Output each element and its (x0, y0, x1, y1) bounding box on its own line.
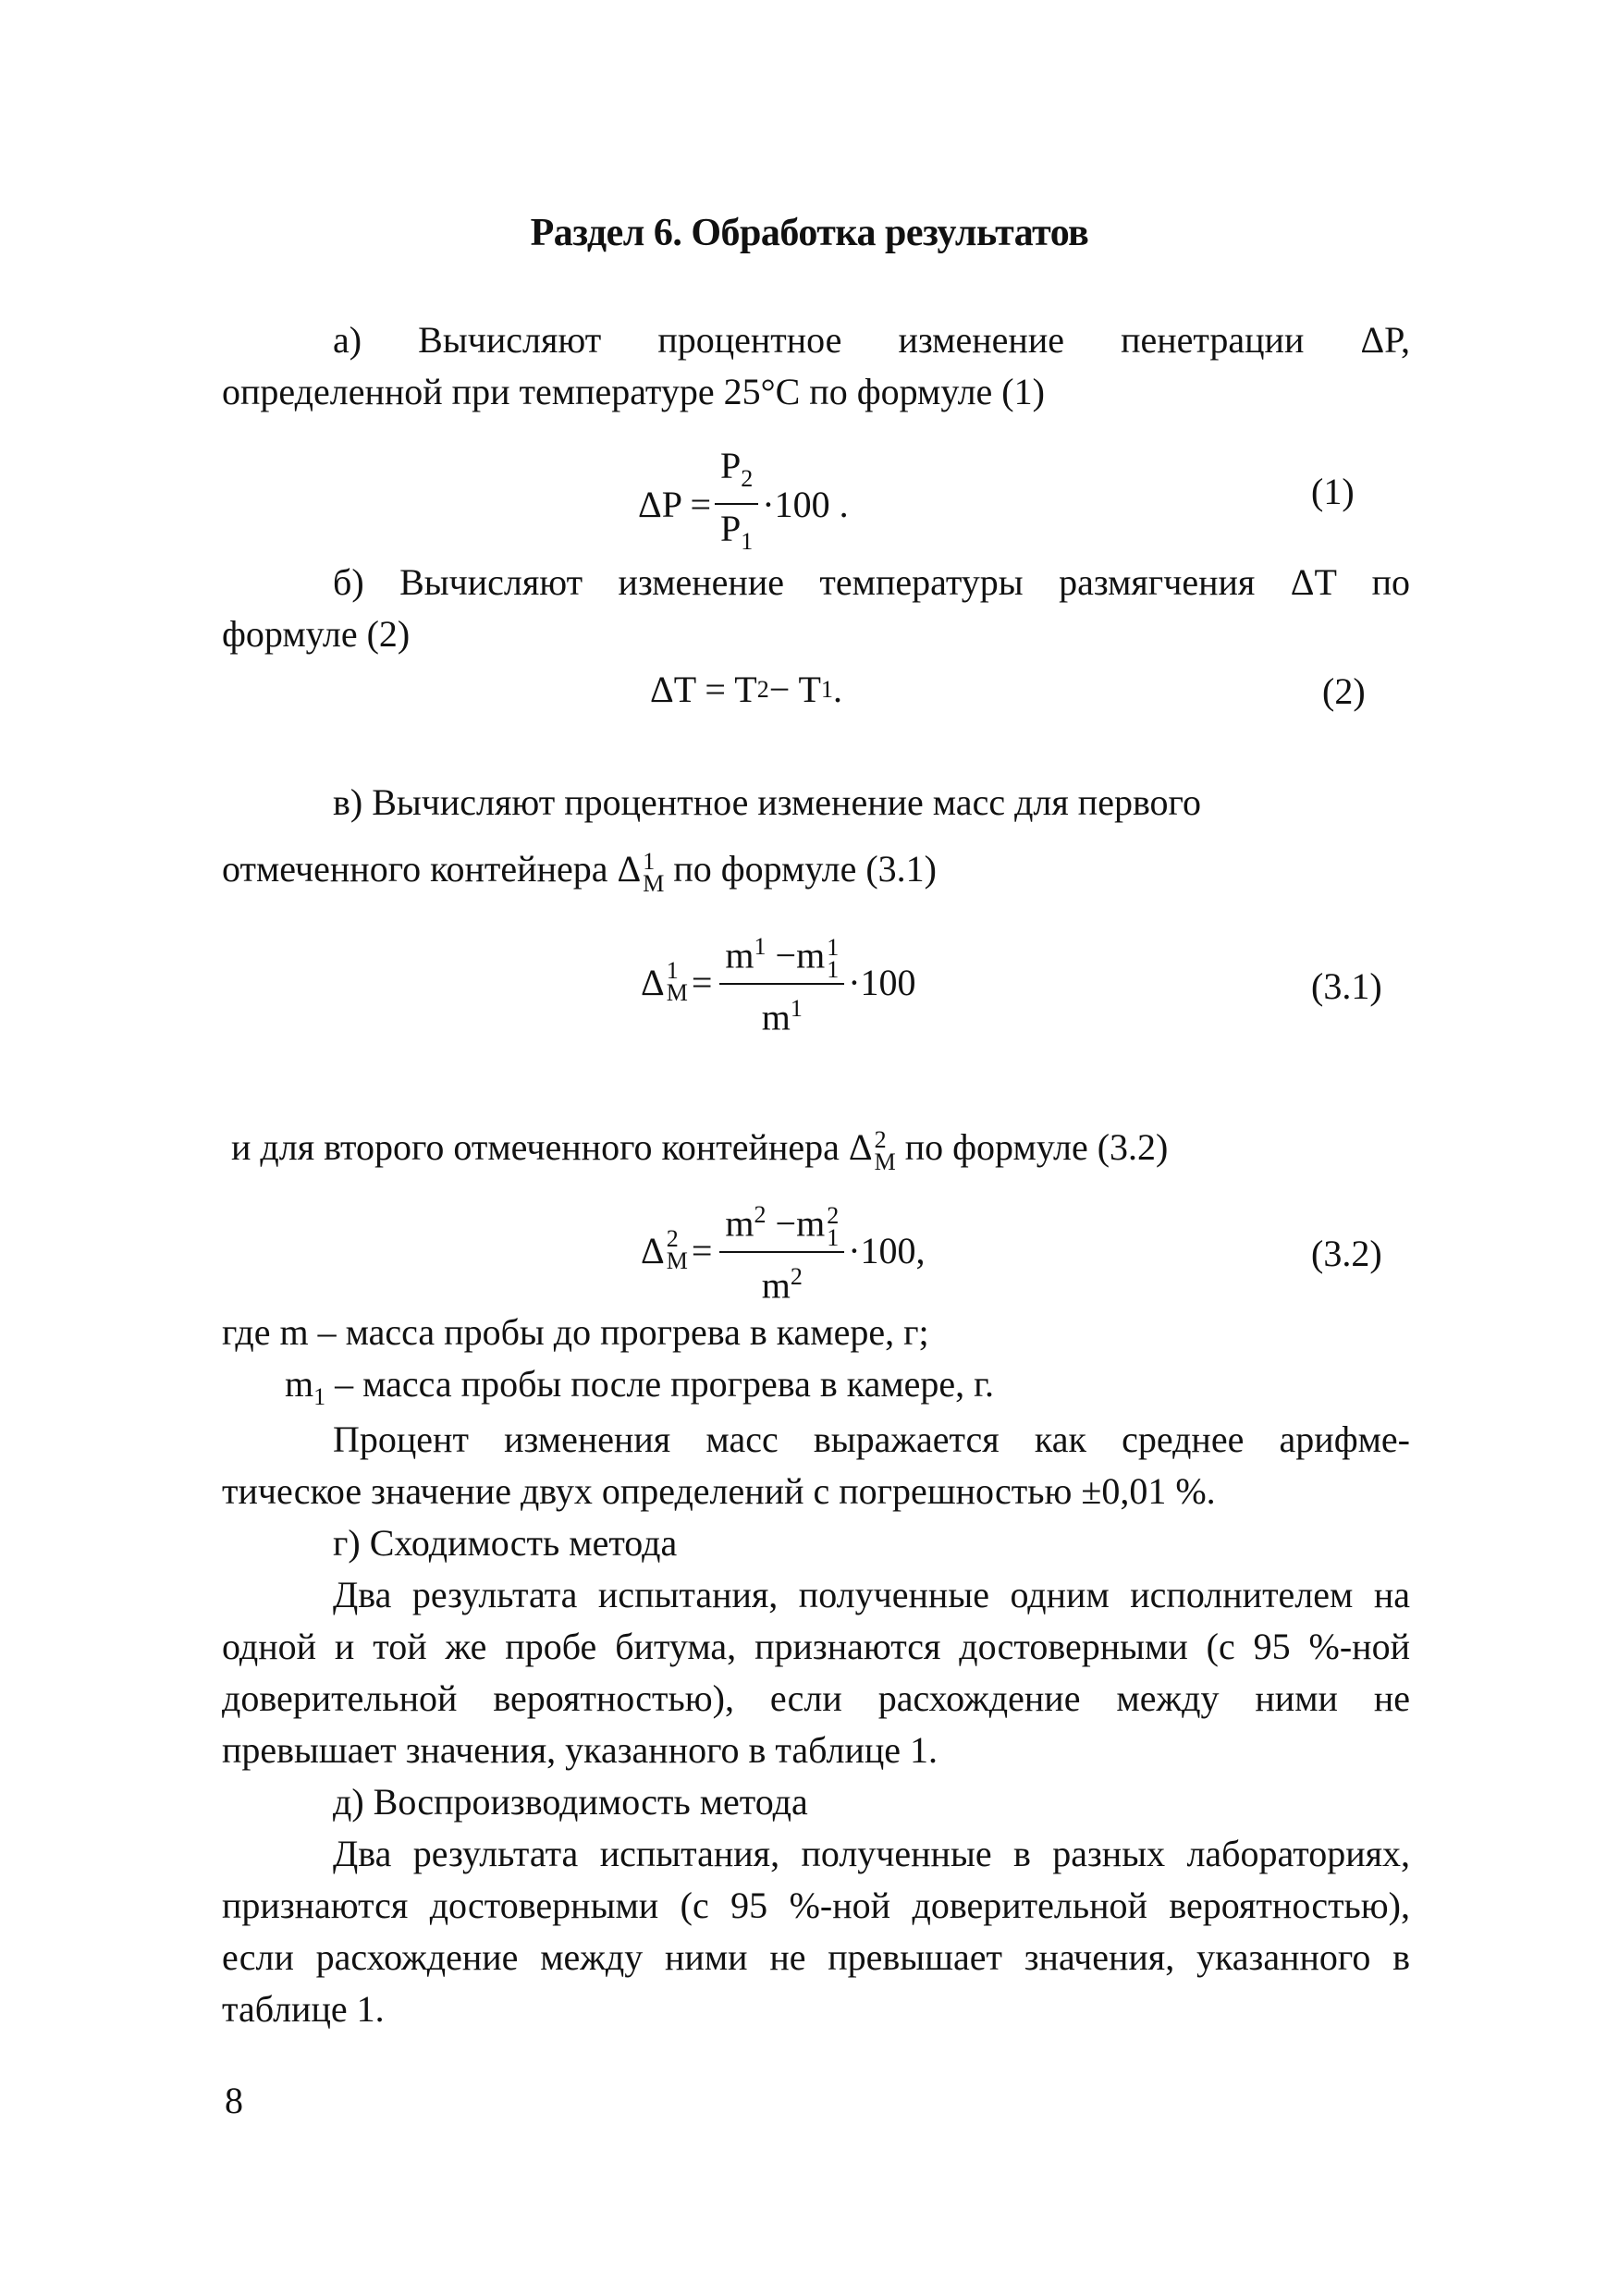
formula-3-2-num-m-sup: 2 (754, 1201, 767, 1228)
page-number: 8 (225, 2080, 243, 2121)
legend-line-1: где m – масса пробы до прогрева в камере, г; (222, 1311, 929, 1353)
delta-symbol-2: Δ (848, 1126, 873, 1168)
paragraph-c-line-2 (222, 836, 1410, 902)
legend-m-symbol: m (285, 1363, 314, 1405)
formula-1-tail: ·100 . (762, 483, 849, 525)
formula-3-1-delta: Δ (641, 961, 665, 1003)
formula-3-2-num-b-sup: 2 (827, 1202, 840, 1230)
formula-3-1-equals: = (691, 961, 713, 1003)
formula-2-subscript-b: 1 (820, 675, 833, 703)
formula-3-2-tail: ·100, (848, 1229, 926, 1271)
formula-3-1-delta-script (666, 957, 688, 1007)
legend-line-2-text: – масса пробы после прогрева в камере, г. (325, 1363, 995, 1405)
formula-3-1-num-m-sup: 1 (754, 933, 767, 960)
formula-1-lhs: ΔP = (638, 483, 712, 525)
equation-number-3-1: (3.1) (1311, 965, 1382, 1007)
paragraph-d-line-1: Два результата испытания, полученные в разных лабораториях, (333, 1833, 1410, 1874)
delta-symbol: Δ (617, 848, 642, 890)
formula-1-den-subscript: 1 (741, 528, 754, 555)
equation-number-3-2: (3.2) (1311, 1233, 1382, 1274)
formula-3-2-numerator (719, 1193, 844, 1253)
formula-3-1-fraction (719, 925, 844, 1039)
formula-1 (638, 444, 849, 564)
formula-3-1-denominator (756, 985, 808, 1039)
paragraph-percent (222, 1414, 1410, 1517)
paragraph-d-line-4: таблице 1. (222, 1988, 385, 2030)
formula-1-den-symbol: P (720, 508, 742, 549)
formula-3-2-num-minus: −m (766, 1202, 826, 1245)
paragraph-c-line-2-post: по формуле (3.1) (673, 848, 937, 890)
formula-3-1-num-script (827, 934, 840, 984)
formula-3-2-equals: = (691, 1229, 713, 1271)
formula-1-num-subscript: 2 (741, 465, 754, 492)
formula-3-1-den-m: m (761, 996, 791, 1038)
equation-number-2: (2) (1322, 670, 1366, 712)
paragraph-b-line-1: б) Вычисляют изменение температуры размягчения ΔT по (333, 561, 1410, 603)
delta-superscript: 1 (643, 847, 656, 875)
paragraph-c2-text: и для второго отмеченного контейнера (231, 1126, 840, 1168)
delta-2-subscript: M (874, 1148, 896, 1175)
paragraph-a (222, 314, 1410, 418)
paragraph-b (222, 557, 1410, 660)
paragraph-g-line-2: одной и той же пробе битума, признаются достоверными (с 95 %-ной (222, 1626, 1410, 1667)
paragraph-d-heading: д) Воспроизводимость метода (333, 1781, 808, 1823)
formula-3-1-delta-sub: M (666, 979, 688, 1007)
formula-3-2-denominator (756, 1253, 808, 1308)
formula-2-lhs: ΔT = T (650, 669, 757, 710)
delta-script-2 (874, 1125, 896, 1175)
formula-3-1-den-sup: 1 (790, 995, 803, 1023)
paragraph-a-line-2: определенной при температуре 25°C по формуле (1) (222, 371, 1045, 412)
formula-3-2-delta-script (666, 1225, 688, 1275)
formula-3-2-fraction (719, 1193, 844, 1308)
paragraph-c2 (231, 1114, 1419, 1181)
formula-2-subscript-a: 2 (756, 675, 769, 703)
legend-m-subscript: 1 (313, 1383, 326, 1410)
formula-2-mid: − T (768, 669, 821, 710)
paragraph-a-line-1: а) Вычисляют процентное изменение пенетрации ΔP, (333, 319, 1410, 361)
formula-3-2-delta-sub: M (666, 1247, 688, 1275)
paragraph-d-line-2: признаются достоверными (с 95 %-ной доверительной вероятностью), (222, 1885, 1410, 1926)
formula-3-2-delta: Δ (641, 1229, 665, 1271)
formula-3-1-numerator (719, 925, 844, 985)
paragraph-b-line-2: формуле (2) (222, 613, 411, 655)
delta-subscript: M (643, 869, 665, 897)
paragraph-g (222, 1517, 1410, 1776)
paragraph-d (222, 1776, 1410, 2035)
formula-3-2-den-sup: 2 (790, 1263, 803, 1291)
formula-3-2-num-m: m (725, 1202, 754, 1245)
formula-3-2 (641, 1193, 926, 1308)
section-title: Раздел 6. Обработка результатов (530, 212, 1089, 254)
formula-3-1-num-m: m (725, 934, 754, 976)
formula-3-1-delta-sup: 1 (666, 957, 679, 985)
paragraph-g-line-3: доверительной вероятностью), если расхождение между ними не (222, 1677, 1410, 1719)
delta-2-superscript: 2 (874, 1125, 887, 1153)
paragraph-g-line-4: превышает значения, указанного в таблице 1. (222, 1729, 938, 1771)
formula-3-2-den-m: m (761, 1264, 791, 1307)
formula-1-num-symbol: P (720, 445, 742, 486)
paragraph-c (222, 769, 1410, 902)
paragraph-g-heading: г) Сходимость метода (333, 1522, 678, 1564)
formula-3-1-num-minus: −m (766, 934, 826, 976)
paragraph-c2-post: по формуле (3.2) (904, 1126, 1169, 1168)
formula-3-1 (641, 925, 916, 1039)
formula-2 (650, 668, 842, 711)
paragraph-percent-line-1: Процент изменения масс выражается как среднее арифме- (333, 1418, 1410, 1460)
formula-3-1-num-b-sub: 1 (827, 956, 840, 984)
formula-3-2-num-script (827, 1202, 840, 1252)
delta-script (643, 847, 665, 897)
formula-1-fraction (715, 444, 758, 564)
formula-3-1-tail: ·100 (848, 961, 916, 1003)
paragraph-g-line-1: Два результата испытания, полученные одним исполнителем на (333, 1574, 1410, 1615)
formula-3-2-num-b-sub: 1 (827, 1224, 840, 1252)
formula-3-1-num-b-sup: 1 (827, 934, 840, 962)
paragraph-c-line-1: в) Вычисляют процентное изменение масс для первого (333, 781, 1201, 823)
paragraph-d-line-3: если расхождение между ними не превышает значения, указанного в (222, 1936, 1410, 1978)
formula-1-numerator (715, 444, 758, 505)
paragraph-c-line-2-text: отмеченного контейнера (222, 848, 608, 890)
paragraph-percent-line-2: тическое значение двух определений с погрешностью ±0,01 %. (222, 1470, 1216, 1512)
formula-2-tail: . (832, 669, 842, 710)
equation-number-1: (1) (1311, 471, 1355, 512)
formula-3-2-delta-sup: 2 (666, 1225, 679, 1253)
legend-block (222, 1307, 1410, 1423)
formula-1-denominator (715, 505, 758, 564)
